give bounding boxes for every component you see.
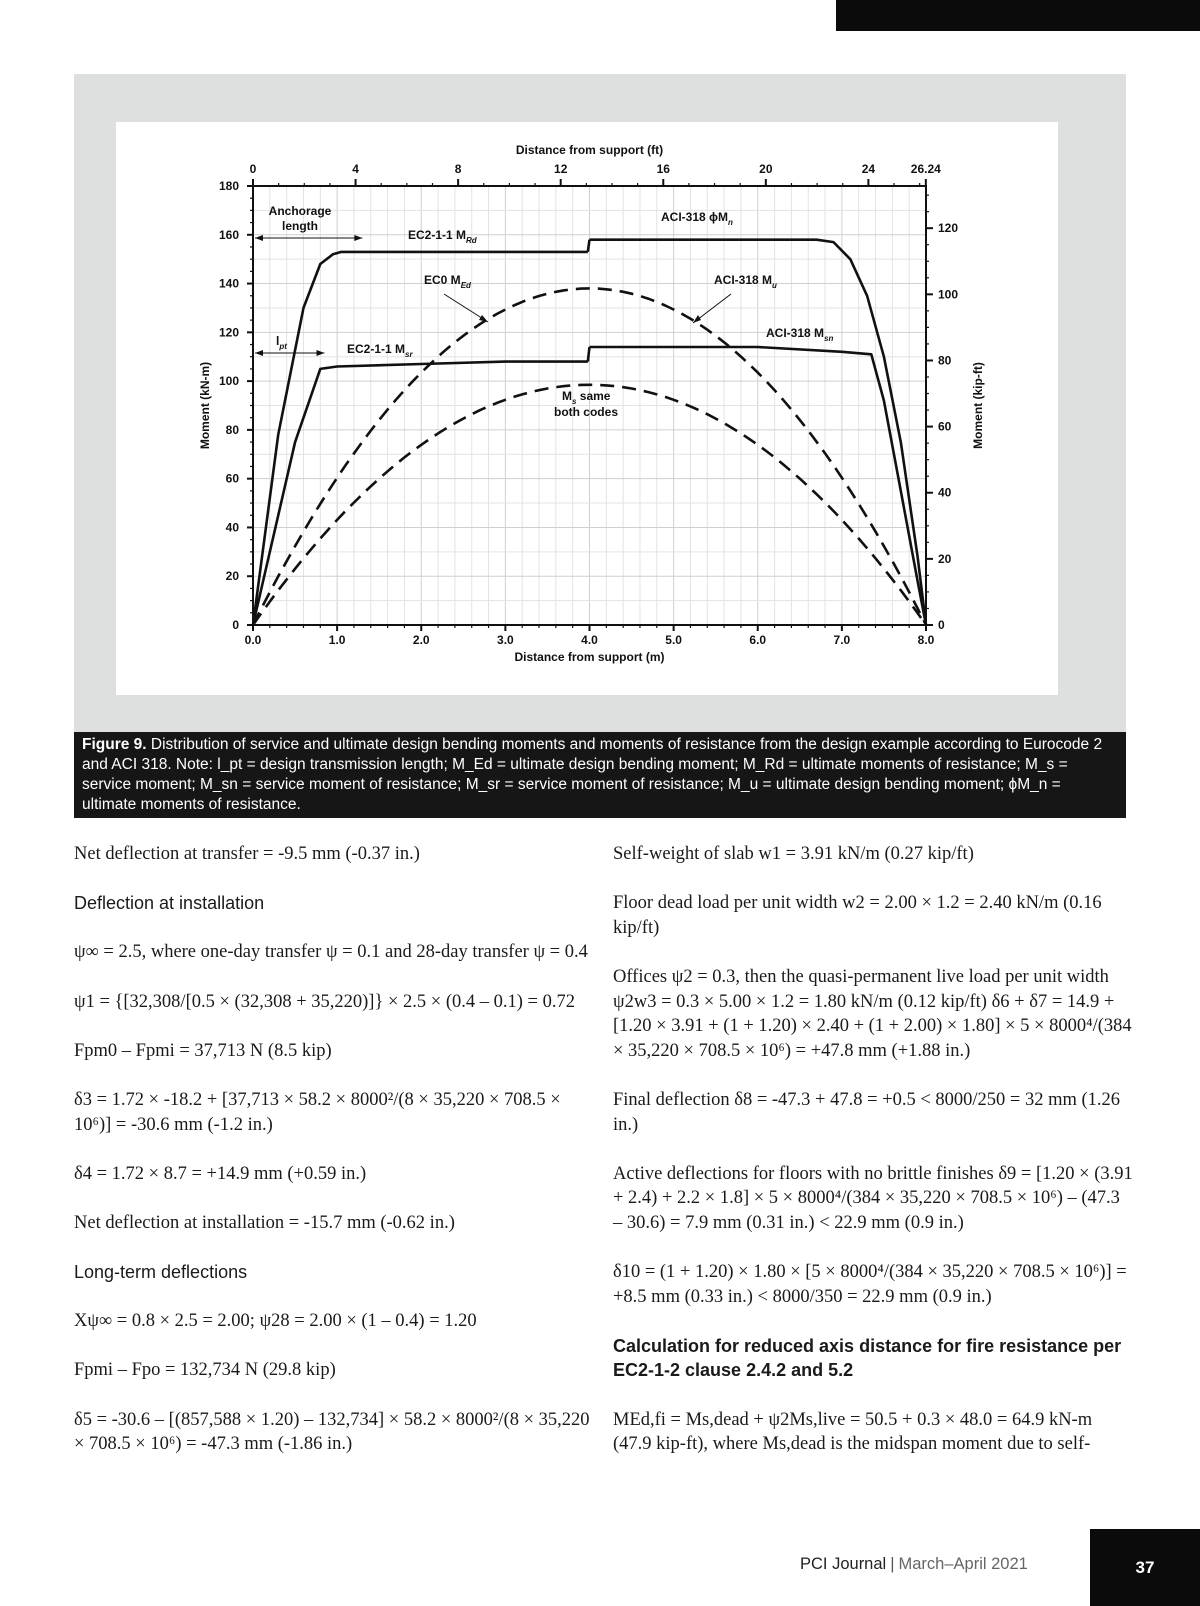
x-top-tick-label: 16 [656, 162, 670, 176]
paragraph: ψ1 = {[32,308/[0.5 × (32,308 + 35,220)]} × 2.5 × (0.4 – 0.1) = 0.72 [74, 991, 575, 1012]
x-tick-label: 2.0 [412, 633, 430, 647]
aci-phimn-label: ACI-318 $\phi M_n$ [661, 210, 733, 227]
paragraph: Offices ψ2 = 0.3, then the quasi-permanent live load per unit width ψ2w3 = 0.3 × 5.00 × 1.2 = 1.80 kN/m (0.12 kip/ft) δ6 + δ7 = 14.9 + [1.20 × 3.91 + (1 + 1.20) × 2.40 + (1 + 2.00) × 1.80] × 5 × 8000⁴/(384 × 35,220 × 708.5 × 10⁶) = +47.8 mm (+1.88 in.) [613, 966, 1132, 1061]
arrowhead [255, 350, 263, 356]
arrowhead [354, 235, 362, 241]
x-top-tick-label: 26.24 [910, 162, 941, 176]
journal-name: PCI Journal [800, 1555, 887, 1573]
ms-same-label: $M_s$ same [562, 389, 611, 406]
paragraph: Fpm0 – Fpmi = 37,713 N (8.5 kip) [74, 1040, 332, 1061]
header-bar [836, 0, 1200, 31]
section-heading: Deflection at installation [74, 893, 265, 914]
paragraph: MEd,fi = Ms,dead + ψ2Ms,live = 50.5 + 0.3 × 48.0 = 64.9 kN-m (47.9 kip-ft), where Ms,dead is the midspan moment due to self- [613, 1409, 1093, 1455]
y-right-tick-label: 0 [938, 618, 945, 632]
figure-caption [74, 732, 1126, 818]
footer-separator: | [890, 1555, 895, 1573]
issue-date: March–April 2021 [898, 1555, 1028, 1573]
anchorage-label: length [282, 219, 318, 233]
right-column [613, 842, 1133, 1481]
arrowhead [255, 235, 263, 241]
paragraph: δ4 = 1.72 × 8.7 = +14.9 mm (+0.59 in.) [74, 1163, 367, 1184]
ms-same-label: both codes [553, 405, 619, 419]
paragraph: ψ∞ = 2.5, where one-day transfer ψ = 0.1 and 28-day transfer ψ = 0.4 [74, 942, 588, 963]
y-tick-label: 100 [218, 374, 239, 389]
paragraph: Net deflection at transfer = -9.5 mm (-0.37 in.) [74, 844, 420, 864]
x-tick-label: 6.0 [749, 633, 767, 647]
chart-area [116, 122, 1058, 695]
series-step [588, 347, 590, 362]
x-top-tick-label: 4 [352, 162, 359, 176]
x-tick-label: 5.0 [665, 633, 682, 647]
paragraph: Net deflection at installation = -15.7 mm (-0.62 in.) [74, 1212, 455, 1233]
figure-label: Figure 9. [82, 736, 147, 753]
y-right-tick-label: 120 [938, 221, 959, 236]
x-tick-label: 3.0 [497, 633, 514, 647]
section-heading: Calculation for reduced axis distance for fire resistance per EC2-1-2 clause 2.4.2 and 5.2 [613, 1335, 1122, 1381]
x-tick-label: 4.0 [581, 633, 598, 647]
paragraph: δ3 = 1.72 × -18.2 + [37,713 × 58.2 × 8000²/(8 × 35,220 × 708.5 × 10⁶)] = -30.6 mm (-1.2 in.) [74, 1089, 561, 1135]
paragraph: Active deflections for floors with no brittle finishes δ9 = [1.20 × (3.91 + 2.4) + 2.2 × 1.8] × 5 × 8000⁴/(384 × 35,220 × 708.5 × 10⁶) – (47.3 – 30.6) = 7.9 mm (0.31 in.) < 22.9 mm (0.9 in.) [613, 1163, 1133, 1233]
paragraph: Final deflection δ8 = -47.3 + 47.8 = +0.5 < 8000/250 = 32 mm (1.26 in.) [613, 1089, 1121, 1135]
ec2-msr-label: EC2-1-1 $M_{sr}$ [347, 342, 413, 359]
y-right-axis-title: Moment (kip-ft) [971, 362, 985, 449]
anchorage-label: Anchorage [268, 204, 332, 218]
series-step [588, 240, 590, 252]
x-top-tick-label: 8 [454, 162, 462, 176]
paragraph: Xψ∞ = 0.8 × 2.5 = 2.00; ψ28 = 2.00 × (1 – 0.4) = 1.20 [74, 1311, 477, 1332]
y-tick-label: 60 [225, 471, 239, 486]
paragraph: Fpmi – Fpo = 132,734 N (29.8 kip) [74, 1360, 336, 1381]
x-top-tick-label: 20 [759, 162, 773, 176]
x-top-tick-label: 0 [249, 162, 257, 176]
section-heading: Long-term deflections [74, 1262, 248, 1283]
y-right-tick-label: 80 [938, 353, 952, 368]
y-right-tick-label: 20 [938, 551, 952, 566]
y-tick-label: 180 [218, 179, 239, 193]
paragraph: δ10 = (1 + 1.20) × 1.80 × [5 × 8000⁴/(384 × 35,220 × 708.5 × 10⁶)] = +8.5 mm (0.33 in.) < 8000/350 = 22.9 mm (0.9 in.) [613, 1262, 1127, 1307]
page-number: 37 [1090, 1529, 1200, 1606]
y-tick-label: 140 [218, 276, 239, 291]
x-tick-label: 7.0 [833, 633, 851, 647]
ec0-med-label: EC0 $M_{Ed}$ [424, 273, 471, 290]
y-tick-label: 20 [225, 569, 239, 584]
x-top-tick-label: 12 [554, 162, 568, 176]
y-tick-label: 40 [225, 520, 239, 535]
y-tick-label: 0 [232, 618, 239, 632]
page-footer [800, 1555, 1028, 1574]
x-tick-label: 8.0 [917, 633, 935, 647]
arrowhead [479, 315, 488, 322]
y-axis-title: Moment (kN-m) [198, 361, 212, 450]
aci-msn-label: ACI-318 $M_{sn}$ [766, 326, 834, 343]
arrowhead [693, 315, 701, 323]
figure-caption-text: Distribution of service and ultimate design bending moments and moments of resistance from the design example according to Eurocode 2 and ACI 318. Note: l_pt = design transmission length; M_Ed = ultimate design bending moment; M_Rd = ultimate moments of resistance; M_s = service moment; M_sn = service moment of resistance; M_sr = service moment of resistance; M_u = ultimate design bending moment; ϕM_n = ultimate moments of resistance. [82, 736, 1103, 813]
moment-chart [116, 122, 1058, 695]
y-right-tick-label: 40 [938, 485, 952, 500]
x-axis-title: Distance from support (m) [514, 650, 665, 664]
paragraph: Floor dead load per unit width w2 = 2.00 × 1.2 = 2.40 kN/m (0.16 kip/ft) [613, 893, 1102, 938]
paragraph: δ5 = -30.6 – [(857,588 × 1.20) – 132,734] × 58.2 × 8000²/(8 × 35,220 × 708.5 × 10⁶) = -47.3 mm (-1.86 in.) [74, 1409, 590, 1455]
y-tick-label: 80 [225, 422, 239, 437]
y-tick-label: 120 [218, 325, 239, 340]
x-top-axis-title: Distance from support (ft) [515, 143, 664, 157]
x-tick-label: 0.0 [244, 633, 262, 647]
x-top-tick-label: 24 [861, 162, 876, 176]
y-right-tick-label: 60 [938, 419, 952, 434]
aci-mu-label: ACI-318 $M_u$ [714, 273, 777, 290]
paragraph: Self-weight of slab w1 = 3.91 kN/m (0.27 kip/ft) [613, 844, 974, 864]
left-column [74, 842, 594, 1481]
x-tick-label: 1.0 [328, 633, 346, 647]
ec2-mrd-label: EC2-1-1 $M_{Rd}$ [408, 228, 477, 245]
y-right-tick-label: 100 [938, 287, 959, 302]
lpt-label: $l_{pt}$ [276, 334, 287, 351]
y-tick-label: 160 [218, 227, 239, 242]
